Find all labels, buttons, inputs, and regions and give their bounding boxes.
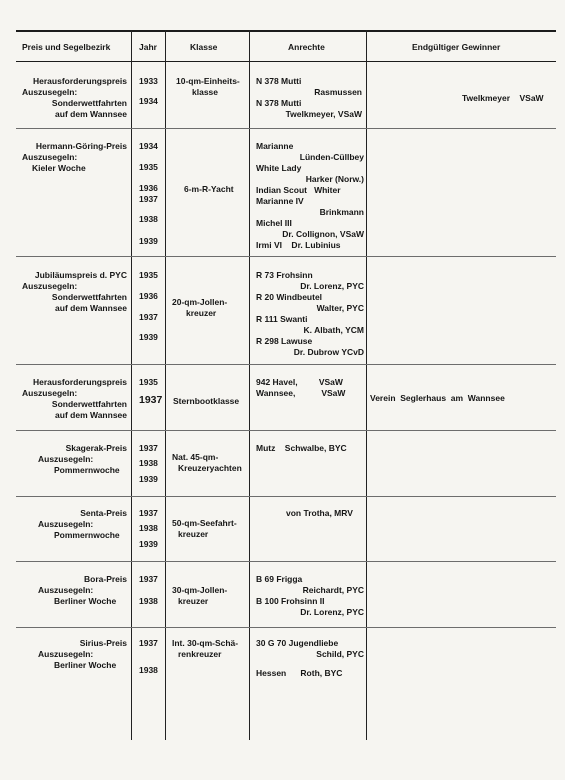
row-6-preis — [16, 508, 127, 541]
row-4-anrechte — [256, 377, 364, 399]
preis-line: Auszusegeln: — [38, 649, 94, 659]
anrechte-line: 30 G 70 Jugendliebe — [256, 638, 339, 648]
year-value: 1938 — [139, 523, 158, 533]
header-klasse: Klasse — [190, 42, 218, 52]
row-separator — [16, 496, 556, 497]
row-5-jahr — [131, 443, 163, 488]
preis-line: Skagerak-Preis — [65, 443, 127, 453]
klasse-line: kreuzer — [186, 308, 217, 318]
row-8-klasse — [172, 638, 238, 660]
anrechte-line: Lünden-Cüllbey — [299, 152, 364, 162]
preis-line: Auszusegeln: — [38, 519, 94, 529]
preis-line: Jubiläumspreis d. PYC — [34, 270, 127, 280]
row-6-anrechte: von Trotha, MRV — [286, 508, 353, 518]
row-7-anrechte — [256, 574, 364, 618]
anrechte-line: Schild, PYC — [316, 649, 364, 659]
klasse-line: kreuzer — [178, 596, 209, 606]
year-value: 1938 — [139, 458, 158, 468]
klasse-line: Nat. 45-qm- — [172, 452, 219, 462]
row-7-klasse — [172, 585, 227, 607]
header-bottom-rule — [16, 61, 556, 62]
row-4-gewinner: Verein Seglerhaus am Wannsee — [370, 393, 505, 403]
anrechte-line: Dr. Dubrow YCvD — [293, 347, 364, 357]
header-gewinner: Endgültiger Gewinner — [412, 42, 501, 52]
column-divider-3 — [249, 30, 250, 740]
year-value: 1937 — [139, 508, 158, 518]
preis-line: Auszusegeln: — [22, 87, 78, 97]
klasse-line: Kreuzeryachten — [178, 463, 242, 473]
row-1-preis — [16, 76, 127, 120]
row-2-jahr — [131, 141, 163, 251]
year-value: 1935 — [139, 162, 158, 172]
year-value: 1937 — [139, 394, 163, 406]
row-6-jahr — [131, 508, 163, 553]
anrechte-line: R 20 Windbeutel — [256, 292, 323, 302]
klasse-line: renkreuzer — [178, 649, 222, 659]
preis-line: auf dem Wannsee — [55, 410, 127, 420]
column-divider-2 — [165, 30, 166, 740]
year-value: 1939 — [139, 332, 158, 342]
preis-line: Herausforderungspreis — [33, 377, 127, 387]
year-value: 1937 — [139, 574, 158, 584]
anrechte-line: N 378 Mutti — [256, 76, 302, 86]
column-divider-4 — [366, 30, 367, 740]
klasse-line: klasse — [192, 87, 218, 97]
year-value: 1938 — [139, 596, 158, 606]
klasse-line: kreuzer — [178, 529, 209, 539]
row-2-anrechte — [256, 141, 364, 251]
row-separator — [16, 128, 556, 129]
year-value: 1935 — [139, 377, 158, 387]
row-4-klasse: Sternbootklasse — [173, 396, 240, 406]
preis-line: Auszusegeln: — [22, 152, 78, 162]
anrechte-line: Marianne IV — [256, 196, 304, 206]
preis-line: Sirius-Preis — [79, 638, 127, 648]
klasse-line: 20-qm-Jollen- — [172, 297, 228, 307]
anrechte-line: Walter, PYC — [316, 303, 364, 313]
row-5-klasse — [172, 452, 242, 474]
row-8-anrechte — [256, 638, 364, 679]
klasse-line: Int. 30-qm-Schä- — [172, 638, 239, 648]
row-4-preis — [16, 377, 127, 421]
preis-line: Berliner Woche — [54, 596, 117, 606]
year-value: 1938 — [139, 214, 158, 224]
row-2-klasse: 6-m-R-Yacht — [184, 184, 234, 194]
row-4-jahr — [131, 377, 163, 417]
preis-line: Senta-Preis — [80, 508, 127, 518]
preis-line: Sonderwettfahrten — [51, 98, 127, 108]
row-6-klasse — [172, 518, 237, 540]
year-value: 1939 — [139, 236, 158, 246]
year-value: 1934 — [139, 141, 158, 151]
year-value: 1934 — [139, 96, 158, 106]
preis-line: Kieler Woche — [32, 163, 86, 173]
row-separator — [16, 364, 556, 365]
year-value: 1938 — [139, 665, 158, 675]
anrechte-line: Dr. Lorenz, PYC — [300, 607, 364, 617]
header-jahr: Jahr — [139, 42, 157, 52]
year-value: 1937 — [139, 443, 158, 453]
row-7-preis — [16, 574, 127, 607]
row-separator — [16, 256, 556, 257]
row-8-preis — [16, 638, 127, 671]
anrechte-line: R 111 Swanti — [256, 314, 308, 324]
anrechte-line: Rasmussen — [314, 87, 362, 97]
preis-line: Sonderwettfahrten — [51, 399, 127, 409]
year-value: 1939 — [139, 539, 158, 549]
klasse-line: 30-qm-Jollen- — [172, 585, 228, 595]
row-separator — [16, 430, 556, 431]
row-7-jahr — [131, 574, 163, 609]
anrechte-line: Brinkmann — [319, 207, 364, 217]
anrechte-line: R 298 Lawuse — [256, 336, 313, 346]
row-1-klasse — [176, 76, 240, 98]
table-top-rule — [16, 30, 556, 32]
anrechte-line: Twelkmeyer, VSaW — [285, 109, 362, 119]
header-preis: Preis und Segelbezirk — [22, 42, 111, 52]
preis-line: Pommernwoche — [54, 530, 120, 540]
year-value: 1939 — [139, 474, 158, 484]
year-value: 1937 — [139, 194, 158, 204]
anrechte-line: 942 Havel, VSaW — [256, 377, 343, 387]
preis-line: Berliner Woche — [54, 660, 117, 670]
row-5-anrechte: Mutz Schwalbe, BYC — [256, 443, 347, 453]
year-value: 1937 — [139, 312, 158, 322]
preis-line: Auszusegeln: — [22, 281, 78, 291]
anrechte-line: Marianne — [256, 141, 294, 151]
row-5-preis — [16, 443, 127, 476]
year-value: 1936 — [139, 291, 158, 301]
preis-line: Bora-Preis — [84, 574, 127, 584]
year-value: 1933 — [139, 76, 158, 86]
row-separator — [16, 627, 556, 628]
preis-line: Auszusegeln: — [38, 585, 94, 595]
anrechte-line: White Lady — [256, 163, 302, 173]
header-anrechte: Anrechte — [288, 42, 325, 52]
preis-line: Sonderwettfahrten — [51, 292, 127, 302]
anrechte-line: Dr. Collignon, VSaW — [282, 229, 364, 239]
anrechte-line: Reichardt, PYC — [302, 585, 364, 595]
row-3-anrechte — [256, 270, 364, 358]
anrechte-line: B 100 Frohsinn II — [256, 596, 325, 606]
year-value: 1937 — [139, 638, 158, 648]
preis-line: Auszusegeln: — [38, 454, 94, 464]
row-3-klasse — [172, 297, 227, 319]
anrechte-line: N 378 Mutti — [256, 98, 302, 108]
anrechte-line: Indian Scout Whiter — [256, 185, 341, 195]
klasse-line: 50-qm-Seefahrt- — [172, 518, 237, 528]
preis-line: Herausforderungspreis — [33, 76, 127, 86]
anrechte-line: Hessen Roth, BYC — [256, 668, 343, 678]
anrechte-line: Harker (Norw.) — [305, 174, 364, 184]
anrechte-line: Wannsee, VSaW — [256, 388, 346, 398]
row-separator — [16, 561, 556, 562]
row-3-jahr — [131, 270, 163, 350]
preis-line: auf dem Wannsee — [55, 303, 127, 313]
anrechte-line: Irmi VI Dr. Lubinius — [256, 240, 341, 250]
row-8-jahr — [131, 638, 163, 678]
anrechte-line: Dr. Lorenz, PYC — [300, 281, 364, 291]
anrechte-line: K. Albath, YCM — [303, 325, 364, 335]
row-2-preis — [16, 141, 127, 174]
row-1-anrechte — [256, 76, 362, 120]
preis-line: Pommernwoche — [54, 465, 120, 475]
anrechte-line: R 73 Frohsinn — [256, 270, 313, 280]
klasse-line: 10-qm-Einheits- — [176, 76, 240, 86]
row-1-jahr — [131, 76, 163, 126]
preis-line: Auszusegeln: — [22, 388, 78, 398]
anrechte-line: Michel III — [256, 218, 292, 228]
anrechte-line: B 69 Frigga — [256, 574, 303, 584]
preis-line: auf dem Wannsee — [55, 109, 127, 119]
year-value: 1935 — [139, 270, 158, 280]
preis-line: Hermann-Göring-Preis — [35, 141, 127, 151]
row-3-preis — [16, 270, 127, 314]
row-1-gewinner: Twelkmeyer VSaW — [462, 93, 544, 103]
year-value: 1936 — [139, 183, 158, 193]
